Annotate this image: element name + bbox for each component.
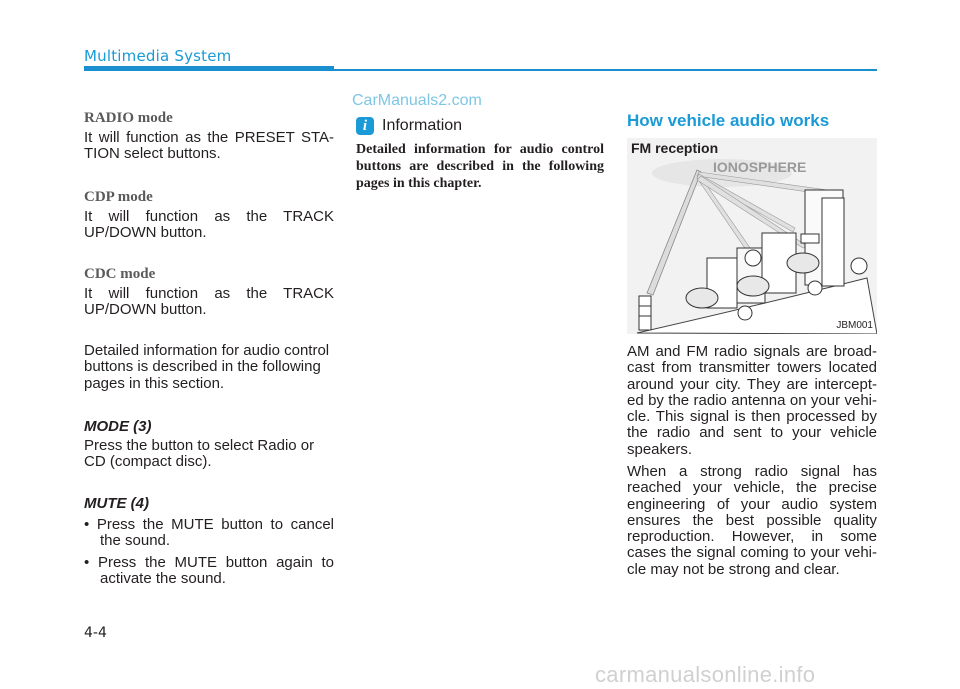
figure-code: JBM001 [836,320,873,331]
info-title: Information [382,117,463,134]
cdc-mode-heading: CDC mode [84,266,156,282]
paragraph-broadcast: AM and FM radio signals are broad-cast from transmitter towers located around your city. They are intercept-ed by the radio antenna on your vehi-cle. This signal is then processed by the radio and sent to your vehicle speakers. [627,343,877,458]
cdp-mode-text: It will function as the TRACK UP/DOWN button. [84,208,334,242]
info-body: Detailed information for audio control buttons are described in the following pages in this chapter. [356,142,604,191]
watermark-top: CarManuals2.com [352,92,482,109]
header-rule-thin [334,69,877,71]
ionosphere-label: IONOSPHERE [713,159,807,175]
radio-mode-heading: RADIO mode [84,110,173,126]
fm-reception-figure [627,138,877,334]
mode-text: Press the button to select Radio or CD (compact disc). [84,437,315,471]
watermark-bottom: carmanualsonline.info [595,662,816,687]
mute-bullet-2: • Press the MUTE button again to activate the sound. [84,554,334,588]
header-rule-thick [84,66,334,71]
mute-bullet-1: • Press the MUTE button to cancel the sound. [84,516,334,550]
page-number: 4-4 [84,625,107,641]
detail-info-text: Detailed information for audio control buttons is described in the following pages in this section. [84,342,330,392]
cdp-mode-heading: CDP mode [84,189,153,205]
paragraph-reception: When a strong radio signal has reached your vehicle, the precise engineering of your audio system ensures the best possible quality reproduction. However, in some cases the signal coming to your vehi-cle may not be strong and clear. [627,463,877,578]
figure-label: FM reception [631,140,719,156]
mode-heading: MODE (3) [84,418,152,435]
cdc-mode-text: It will function as the TRACK UP/DOWN button. [84,285,334,319]
section-title: How vehicle audio works [627,111,830,130]
info-icon: i [356,117,374,135]
mute-heading: MUTE (4) [84,495,149,512]
radio-mode-text: It will function as the PRESET STA-TION select buttons. [84,129,334,163]
section-header-title: Multimedia System [84,47,232,65]
